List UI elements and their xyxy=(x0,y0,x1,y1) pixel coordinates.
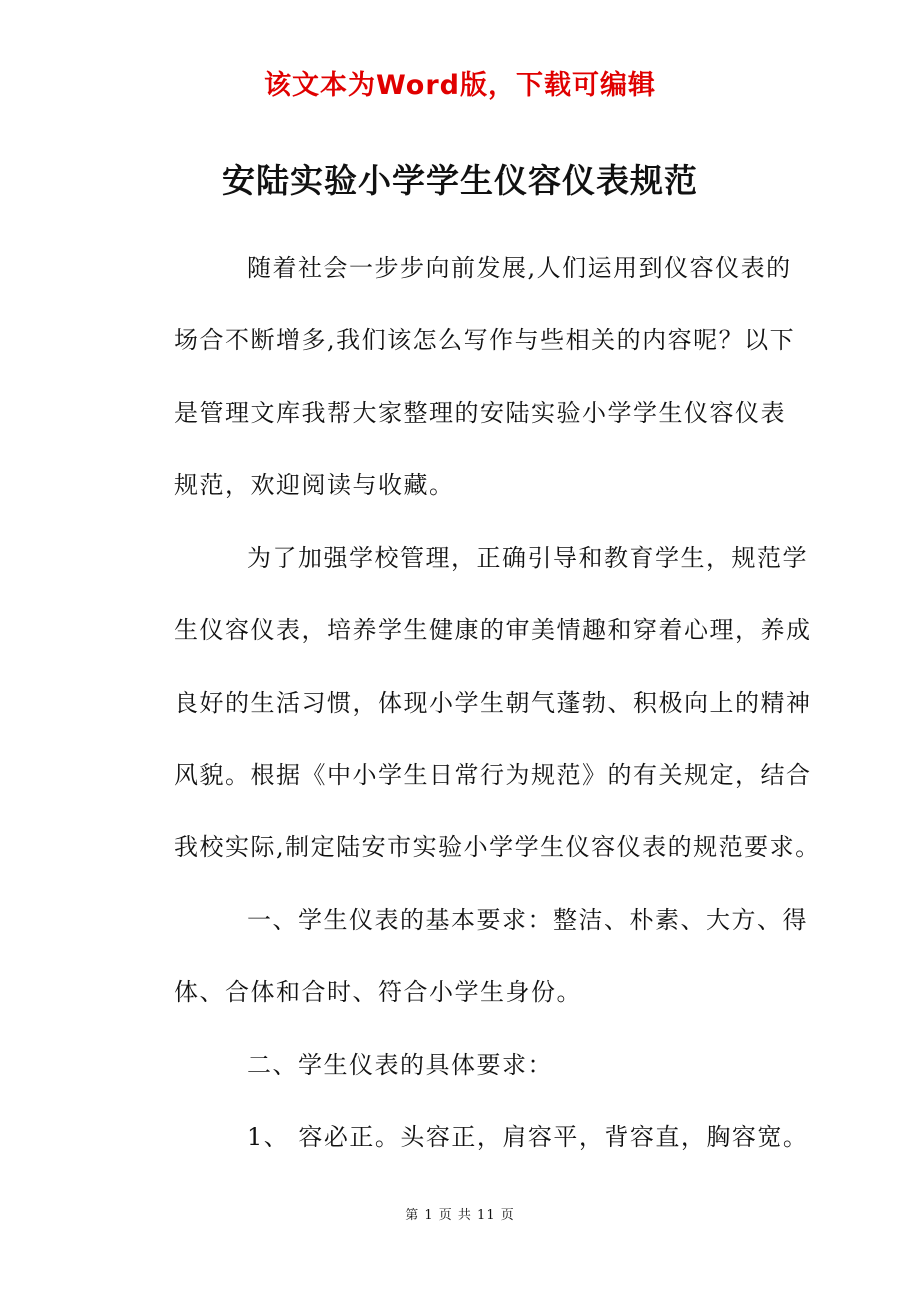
paragraph-line: 我校实际,制定陆安市实验小学学生仪容仪表的规范要求。 xyxy=(174,833,821,861)
paragraph-line: 规范，欢迎阅读与收藏。 xyxy=(174,471,455,499)
paragraph-line: 良好的生活习惯，体现小学生朝气蓬勃、积极向上的精神 xyxy=(174,689,812,717)
paragraph-line: 风貌。根据《中小学生日常行为规范》的有关规定，结合 xyxy=(174,761,812,789)
paragraph-line: 一、学生仪表的基本要求：整洁、朴素、大方、得 xyxy=(247,906,808,934)
document-title: 安陆实验小学学生仪容仪表规范 xyxy=(222,161,698,200)
paragraph-line: 场合不断增多,我们该怎么写作与些相关的内容呢？以下 xyxy=(174,326,796,354)
paragraph-line: 为了加强学校管理，正确引导和教育学生，规范学 xyxy=(247,544,808,572)
paragraph-line: 随着社会一步步向前发展,人们运用到仪容仪表的 xyxy=(247,254,792,282)
paragraph-line: 1、 容必正。头容正，肩容平，背容直，胸容宽。 xyxy=(247,1123,809,1151)
paragraph-line: 是管理文库我帮大家整理的安陆实验小学学生仪容仪表 xyxy=(174,399,786,427)
paragraph-line: 体、合体和合时、符合小学生身份。 xyxy=(174,978,582,1006)
paragraph-line: 二、学生仪表的具体要求： xyxy=(247,1051,553,1079)
paragraph-line: 生仪容仪表，培养学生健康的审美情趣和穿着心理，养成 xyxy=(174,616,812,644)
download-notice-banner: 该文本为Word版，下载可编辑 xyxy=(263,70,656,101)
page-number-footer: 第 1 页 共 11 页 xyxy=(405,1208,515,1223)
